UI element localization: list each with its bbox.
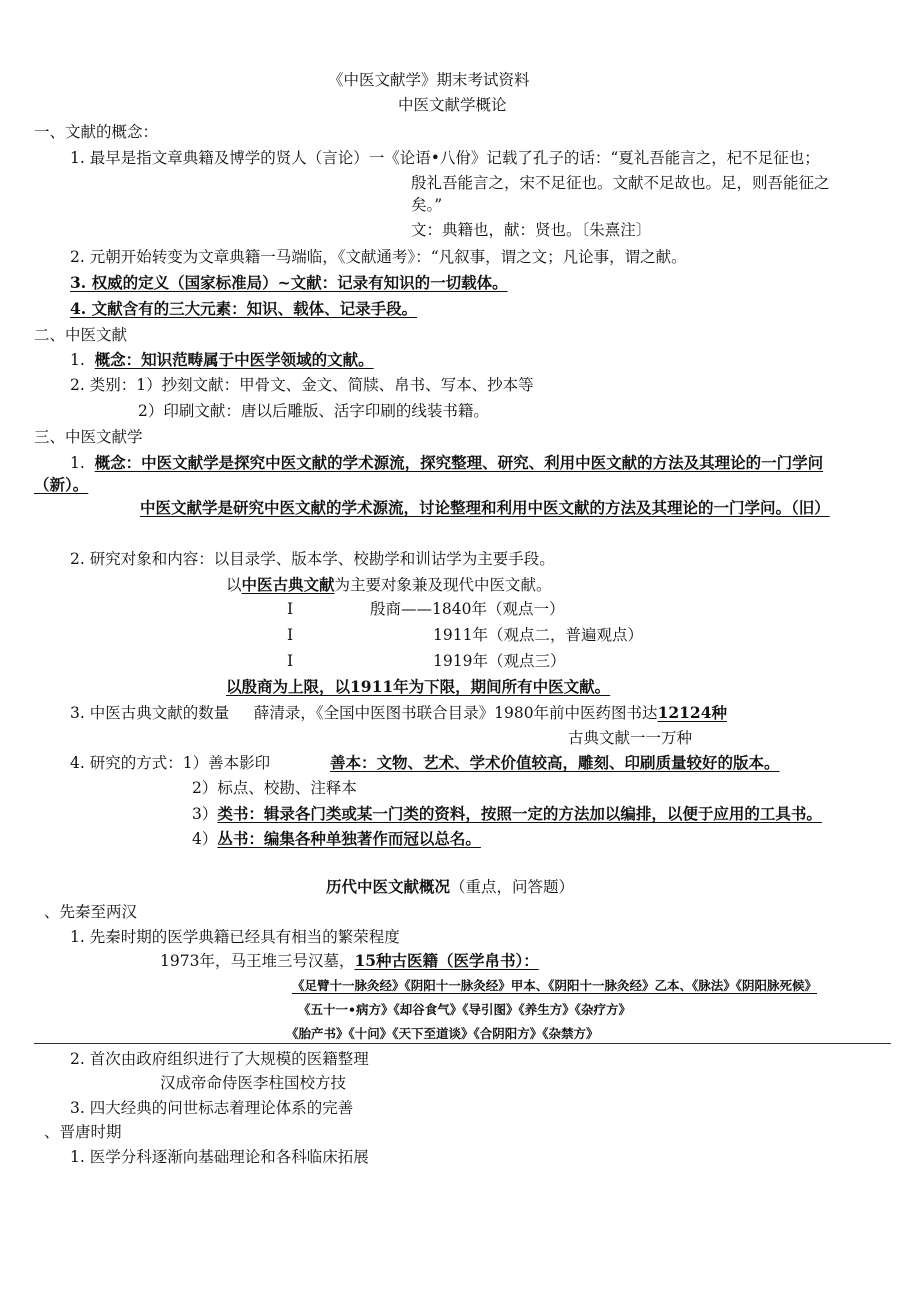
- period-heading-1: 、先秦至两汉: [44, 903, 138, 921]
- period-heading-2: 、晋唐时期: [44, 1123, 122, 1141]
- s3-item-2b-key: 中医古典文献: [241, 575, 335, 594]
- books-line-1: 《足臂十一脉灸经》《阴阳十一脉灸经》甲本、《阴阳十一脉灸经》乙本、《脉法》《阴阳脉死候》: [292, 978, 818, 993]
- s3-item-3: [70, 702, 727, 724]
- history-title: [326, 876, 574, 898]
- s2-item-2b: 2）印刷文献：唐以后雕版、活字印刷的线装书籍。: [138, 402, 489, 420]
- s3-item-4-3-number: 3）: [192, 805, 218, 823]
- timeline-view-2: 1911年（观点二，普遍观点）: [433, 626, 643, 644]
- s3-item-4-2: 2）标点、校勘、注释本: [192, 779, 357, 797]
- books-line-3: 《胎产书》《十问》《天下至道谈》《合阴阳方》《杂禁方》: [286, 1026, 599, 1041]
- s1-item-1-line-2: 殷礼吾能言之，宋不足征也。文献不足故也。足，则吾能征之: [411, 174, 830, 192]
- s3-item-3b: 古典文献一一万种: [568, 729, 693, 747]
- s3-item-3-prefix: 3. 中医古典文献的数量: [70, 704, 230, 722]
- p2-item-1: 1. 医学分科逐渐向基础理论和各科临床拓展: [70, 1148, 369, 1166]
- s3-item-4-definition: 善本：文物、艺术、学术价值较高，雕刻、印刷质量较好的版本。: [330, 753, 780, 772]
- s1-item-4: 4. 文献含有的三大元素：知识、载体、记录手段。: [70, 299, 418, 318]
- p1-item-2: 2. 首次由政府组织进行了大规模的医籍整理: [70, 1050, 369, 1068]
- s3-item-3-count: 12124种: [657, 703, 727, 722]
- timeline-view-1: 殷商——1840年（观点一）: [370, 600, 565, 618]
- s3-item-2: 2. 研究对象和内容：以目录学、版本学、校勘学和训诂学为主要手段。: [70, 550, 555, 568]
- s1-item-1-line-1: 1. 最早是指文章典籍及博学的贤人（言论）一《论语•八佾》记载了孔子的话：“夏礼吾能言之，杞不足征也；: [70, 149, 820, 167]
- p1-item-1: 1. 先秦时期的医学典籍已经具有相当的繁荣程度: [70, 928, 400, 946]
- s3-item-4-3: [192, 803, 822, 825]
- s1-item-1-line-4: 文：典籍也，献：贤也。〔朱熹注〕: [411, 221, 652, 239]
- horizontal-rule: [34, 1043, 891, 1044]
- s2-item-1-text: 概念：知识范畴属于中医学领域的文献。: [94, 350, 374, 369]
- books-line-2: 《五十一•病方》《却谷食气》《导引图》《养生方》《杂疗方》: [298, 1002, 631, 1017]
- s3-item-2b-prefix: 以: [226, 576, 242, 594]
- s3-item-1-continued: （新）。: [34, 475, 89, 494]
- s2-item-1: [70, 349, 374, 371]
- s3-item-1-old-definition: 中医文献学是研究中医文献的学术源流，讨论整理和利用中医文献的方法及其理论的一门学问。（旧）: [140, 498, 830, 517]
- s3-item-4-4-number: 4）: [192, 830, 218, 848]
- s2-item-2: 2. 类别：1）抄刻文献：甲骨文、金文、简牍、帛书、写本、抄本等: [70, 376, 534, 394]
- s3-item-2b: [226, 574, 552, 596]
- doc-subtitle: 中医文献学概论: [398, 96, 507, 114]
- s3-item-1-text: 概念：中医文献学是探究中医文献的学术源流，探究整理、研究、利用中医文献的方法及其理论的一门学问: [94, 453, 824, 472]
- s3-item-1: [70, 452, 823, 474]
- timeline-marker-3: I: [287, 652, 294, 670]
- timeline-view-3: 1919年（观点三）: [433, 652, 566, 670]
- s3-item-4-3-text: 类书：辑录各门类或某一门类的资料，按照一定的方法加以编排，以便于应用的工具书。: [217, 804, 822, 823]
- s3-item-4-4-text: 丛书：编集各种单独著作而冠以总名。: [217, 829, 481, 848]
- mawangdui-prefix: 1973年，马王堆三号汉墓，: [160, 952, 355, 970]
- section-heading-2: 二、中医文献: [34, 326, 128, 344]
- s3-item-3-source: 薛清录，《全国中医图书联合目录》1980年前中医药图书达: [253, 704, 658, 722]
- p1-item-3: 3. 四大经典的问世标志着理论体系的完善: [70, 1099, 354, 1117]
- section-heading-3: 三、中医文献学: [34, 428, 143, 446]
- s3-item-2b-suffix: 为主要对象兼及现代中医文献。: [334, 576, 552, 594]
- timeline-marker-2: I: [287, 626, 294, 644]
- s1-item-1-line-3: 矣。”: [411, 196, 443, 214]
- s3-conclusion: 以殷商为上限，以1911年为下限，期间所有中医文献。: [226, 677, 611, 696]
- s1-item-3: 3. 权威的定义（国家标准局）~文献：记录有知识的一切载体。: [70, 273, 508, 292]
- mawangdui-key: 15种古医籍（医学帛书）：: [354, 951, 539, 970]
- doc-title: 《中医文献学》期末考试资料: [328, 71, 530, 89]
- s3-item-4-4: [192, 828, 481, 850]
- s2-item-1-number: 1.: [70, 351, 85, 369]
- s3-item-1-number: 1.: [70, 454, 85, 472]
- mawangdui-line: [160, 950, 539, 972]
- s3-item-4: 4. 研究的方式：1）善本影印: [70, 754, 271, 772]
- s1-item-2: 2. 元朝开始转变为文章典籍一马端临，《文献通考》：“凡叙事，谓之文；凡论事，谓之献。: [70, 248, 687, 266]
- history-title-note: （重点，问答题）: [450, 878, 575, 896]
- history-title-main: 历代中医文献概况: [326, 877, 451, 896]
- timeline-marker-1: I: [287, 600, 294, 618]
- section-heading-1: 一、文献的概念：: [34, 123, 159, 141]
- p1-item-2b: 汉成帝命侍医李柱国校方技: [160, 1074, 347, 1092]
